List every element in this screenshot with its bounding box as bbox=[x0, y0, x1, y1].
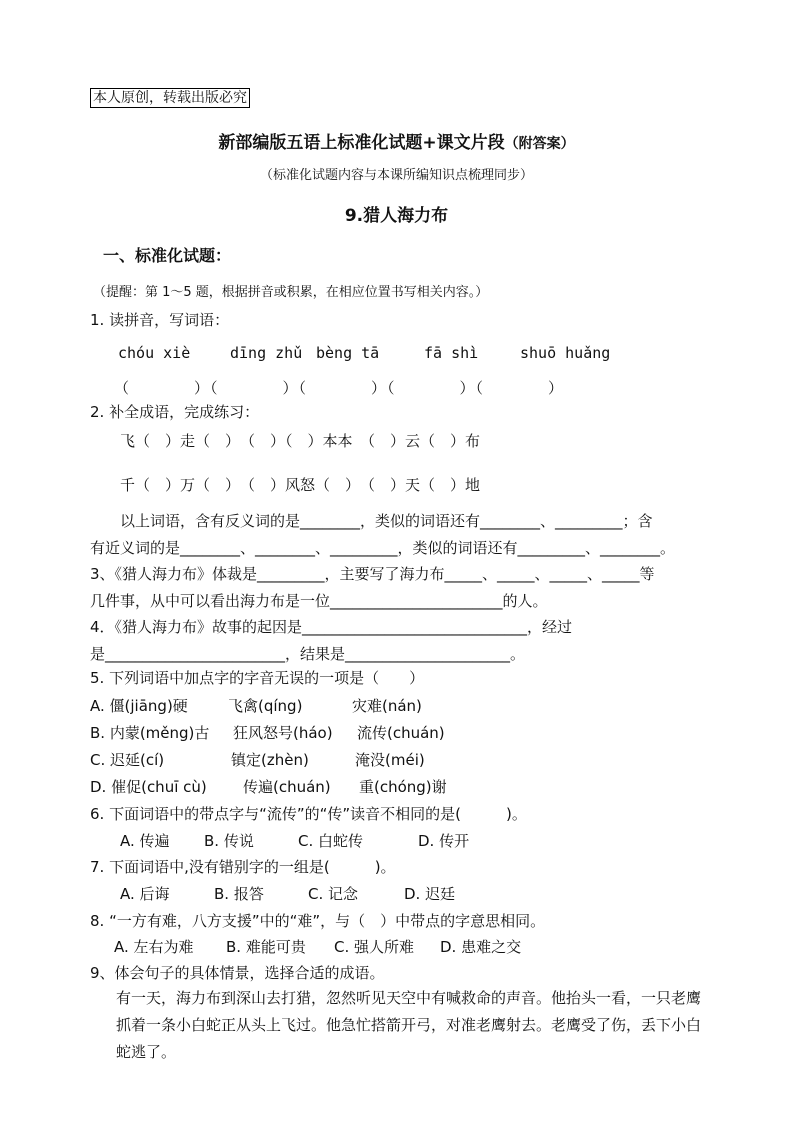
q5-option-c[interactable] bbox=[90, 749, 425, 770]
q1-pinyin-row bbox=[118, 344, 610, 362]
option-word: 传遍(chuán) bbox=[243, 778, 331, 796]
document-title bbox=[0, 128, 793, 153]
pinyin-item: dīng zhǔ bbox=[230, 344, 303, 362]
option[interactable]: D. 迟廷 bbox=[404, 885, 456, 903]
option[interactable]: A. 传遍 bbox=[120, 832, 170, 850]
q2-idiom-row-2[interactable]: 千（ ）万（ ） （ ）风怒（ ） （ ）天（ ）地 bbox=[120, 476, 481, 494]
option-word: 镇定(zhèn) bbox=[231, 751, 309, 769]
section-heading: 一、标准化试题： bbox=[103, 246, 232, 265]
q4-line-1[interactable]: 4．《猎人海力布》故事的起因是______________________________，经过 bbox=[90, 618, 573, 636]
option-word: A. 僵(jiāng)硬 bbox=[90, 697, 188, 715]
option-word: 淹没(méi) bbox=[355, 751, 425, 769]
option-word: C. 迟延(cí) bbox=[90, 751, 165, 769]
title-main: 新部编版五语上标准化试题+课文片段 bbox=[218, 133, 505, 153]
option[interactable]: A. 后诲 bbox=[120, 885, 170, 903]
q3-line-1[interactable]: 3、《猎人海力布》体裁是_________，主要写了海力布_____、_____、_____、_____等 bbox=[90, 565, 655, 583]
q1-prompt: 1. 读拼音，写词语： bbox=[90, 311, 230, 329]
pinyin-item: fā shì bbox=[424, 344, 479, 362]
option-word: D. 催促(chuī cù) bbox=[90, 778, 207, 796]
q7-prompt: 7. 下面词语中,没有错别字的一组是( )。 bbox=[90, 858, 396, 876]
q2-exercise-line-1[interactable]: 以上词语，含有反义词的是________，类似的词语还有________、_________；含 bbox=[120, 512, 653, 530]
q5-option-b[interactable] bbox=[90, 722, 445, 743]
option-word: 灾难(nán) bbox=[352, 697, 422, 715]
option[interactable]: C. 记念 bbox=[308, 885, 359, 903]
q2-idiom-row-1[interactable]: 飞（ ）走（ ） （ ）（ ）本本 （ ）云（ ）布 bbox=[120, 432, 481, 450]
q2-exercise-line-2[interactable]: 有近义词的是________、________、_________，类似的词语还有_________、________。 bbox=[90, 539, 676, 557]
option[interactable]: B. 传说 bbox=[204, 832, 254, 850]
q5-option-a[interactable] bbox=[90, 695, 422, 716]
q8-options[interactable] bbox=[114, 936, 521, 957]
option[interactable]: B. 报答 bbox=[214, 885, 264, 903]
q8-prompt: 8. “一方有难，八方支援”中的“难”，与（ ）中带点的字意思相同。 bbox=[90, 912, 546, 930]
option-word: 流传(chuán) bbox=[357, 724, 445, 742]
pinyin-item: bèng tā bbox=[316, 344, 380, 362]
q9-passage: 有一天，海力布到深山去打猎，忽然听见天空中有喊救命的声音。他抬头一看，一只老鹰抓着一条小白蛇正从头上飞过。他急忙搭箭开弓，对准老鹰射去。老鹰受了伤，丢下小白蛇逃了。 bbox=[116, 989, 702, 1061]
q9-prompt: 9、体会句子的具体情景，选择合适的成语。 bbox=[90, 964, 385, 982]
q6-options[interactable] bbox=[120, 830, 469, 851]
pinyin-item: shuō huǎng bbox=[520, 344, 611, 362]
option[interactable]: A. 左右为难 bbox=[114, 938, 194, 956]
q4-line-2[interactable]: 是________________________，结果是______________________。 bbox=[90, 645, 526, 663]
title-answer-note: （附答案） bbox=[504, 136, 575, 152]
q1-answer-brackets[interactable]: （ ）（ ）（ ）（ ）（ ） bbox=[114, 379, 565, 397]
option-word: B. 内蒙(měng)古 bbox=[90, 724, 210, 742]
lesson-title: 9.猎人海力布 bbox=[344, 206, 449, 226]
option-word: 重(chóng)谢 bbox=[359, 778, 447, 796]
reminder-text: （提醒：第 1～5 题，根据拼音或积累，在相应位置书写相关内容。） bbox=[93, 285, 489, 300]
q6-prompt: 6. 下面词语中的带点字与“流传”的“传”读音不相同的是( )。 bbox=[90, 805, 527, 823]
q7-options[interactable] bbox=[120, 883, 455, 904]
option[interactable]: C. 强人所难 bbox=[334, 938, 415, 956]
q5-option-d[interactable] bbox=[90, 776, 447, 797]
q5-prompt: 5. 下列词语中加点字的字音无误的一项是（ ） bbox=[90, 669, 425, 687]
pinyin-item: chóu xiè bbox=[118, 344, 191, 362]
option-word: 飞禽(qíng) bbox=[228, 697, 303, 715]
q3-line-2[interactable]: 几件事，从中可以看出海力布是一位_______________________的人。 bbox=[90, 592, 548, 610]
option-word: 狂风怒号(háo) bbox=[233, 724, 333, 742]
q2-prompt: 2. 补全成语，完成练习： bbox=[90, 403, 260, 421]
option[interactable]: D. 患难之交 bbox=[440, 938, 522, 956]
option[interactable]: B. 难能可贵 bbox=[226, 938, 306, 956]
option[interactable]: D. 传开 bbox=[418, 832, 470, 850]
option[interactable]: C. 白蛇传 bbox=[298, 832, 364, 850]
copyright-notice: 本人原创，转载出版必究 bbox=[90, 88, 250, 108]
document-subtitle: （标准化试题内容与本课所编知识点梳理同步） bbox=[259, 168, 533, 183]
